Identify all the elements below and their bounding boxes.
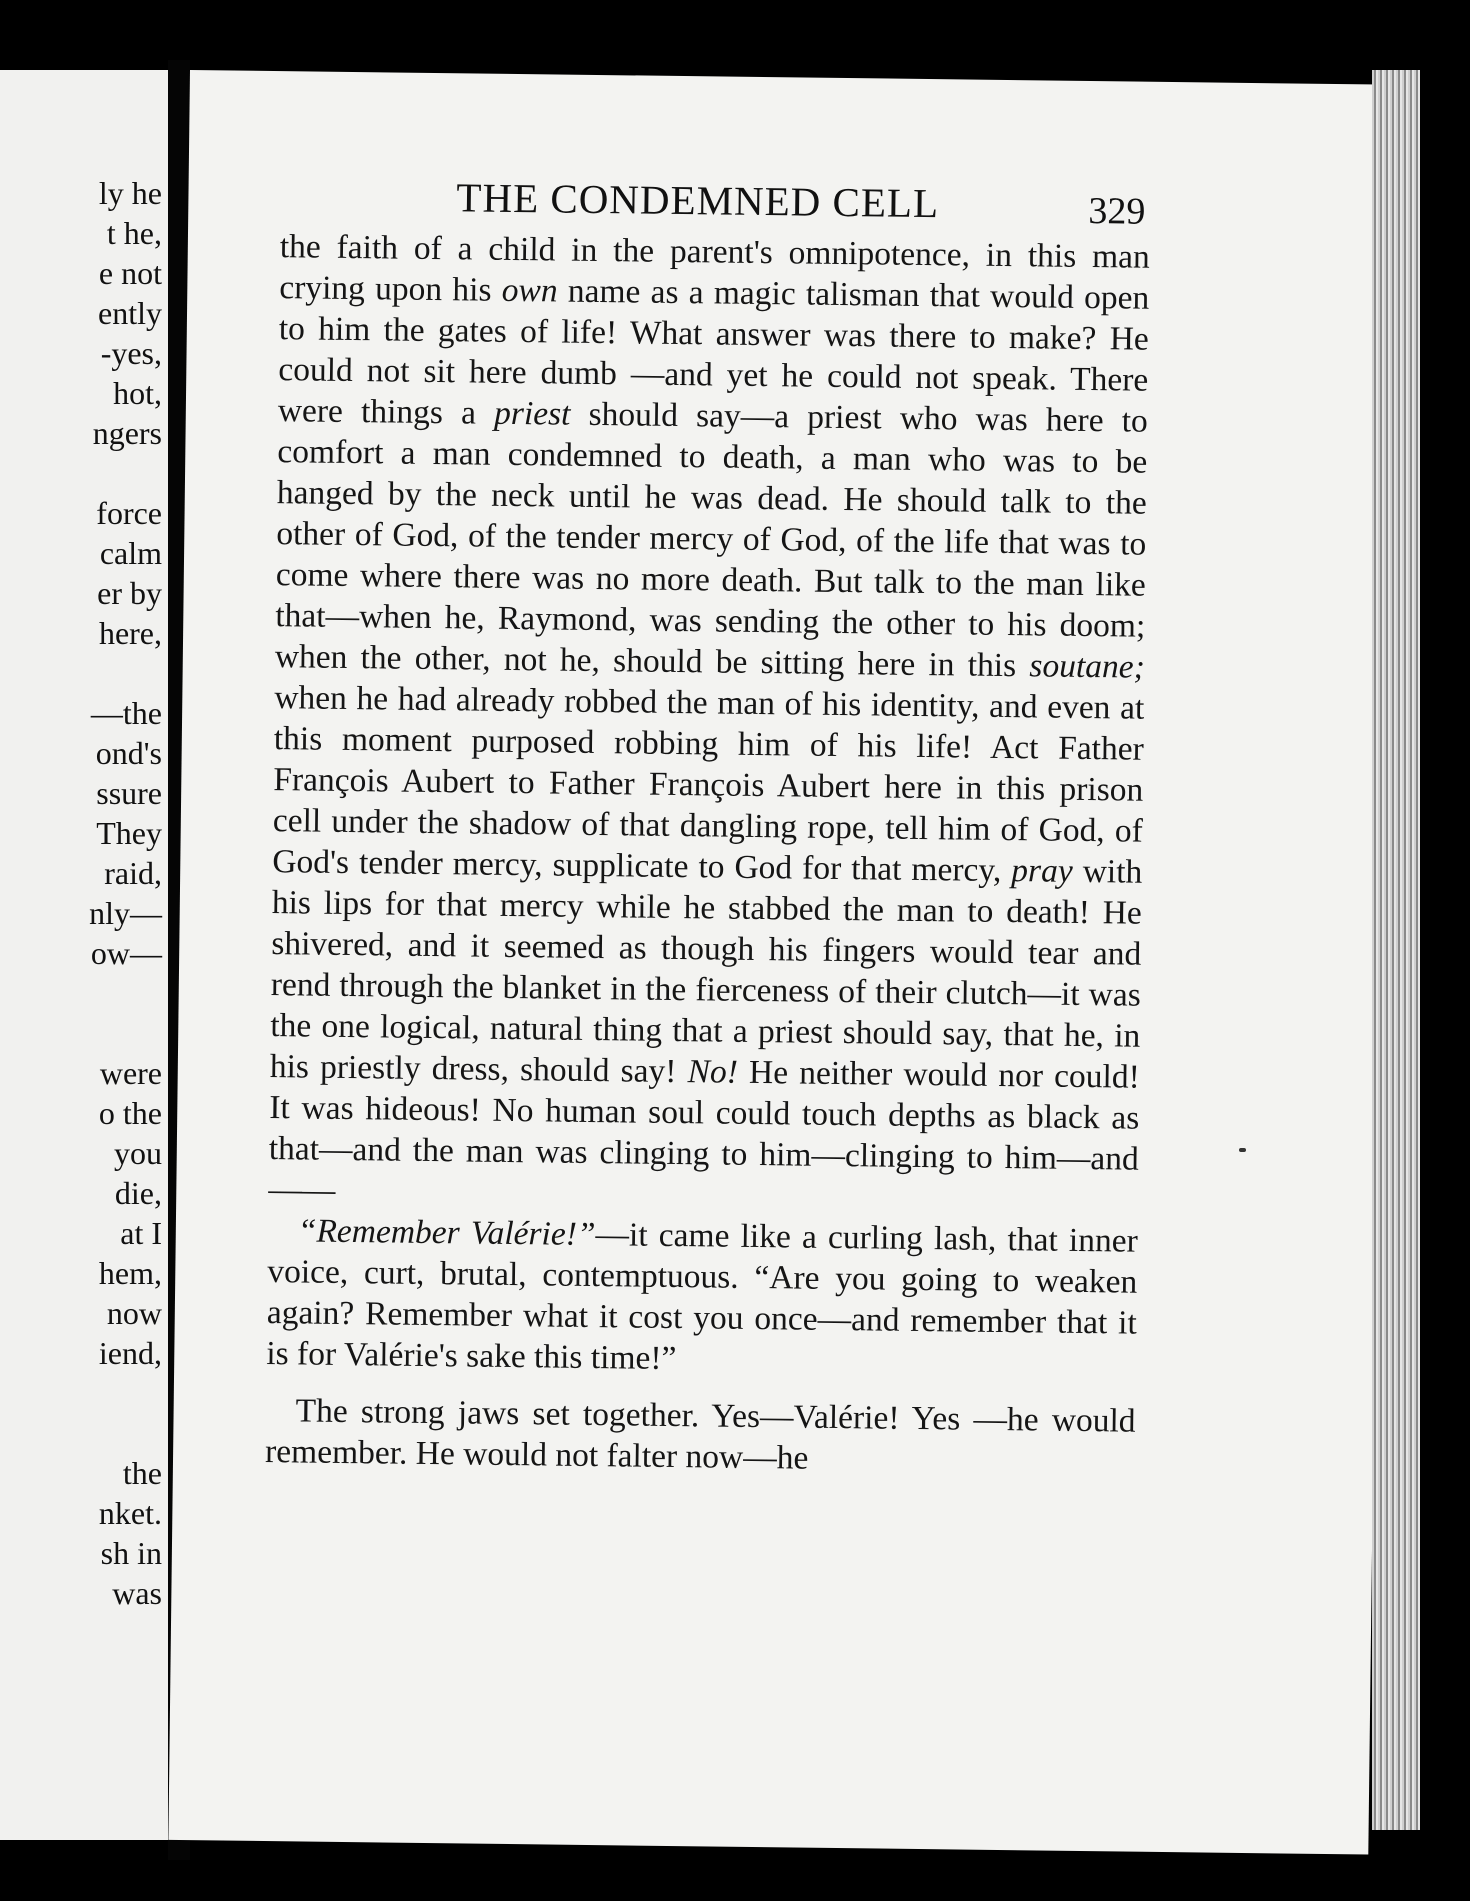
left-page-fragment: the: [122, 1455, 162, 1491]
italic-text: soutane;: [1029, 647, 1146, 686]
left-page-fragment: hem,: [98, 1255, 162, 1291]
text-run: the faith of a child in the parent's omnipotence, in this man crying upon his: [279, 228, 1151, 309]
left-page-fragment: nly—: [89, 895, 162, 931]
page-number: 329: [1088, 189, 1146, 233]
left-page-fragment: —the: [90, 695, 162, 731]
left-page-fragment: die,: [114, 1175, 162, 1211]
italic-text: “Remember Valérie!”: [297, 1212, 596, 1254]
italic-text: No!: [687, 1053, 739, 1091]
left-page-fragment: was: [112, 1575, 162, 1611]
text-run: name as a magic talisman that would open to him the gates of life! What answer was there to make? He could not sit here dumb —and yet he could not speak. There were things a: [277, 272, 1150, 432]
left-page-fragment: raid,: [104, 855, 162, 891]
left-page-fragment: ently: [98, 295, 162, 331]
left-page: [0, 70, 168, 1840]
text-run: should say—a priest who was here to comfort a man condemned to death, a man who was to be hanged by the neck until he was dead. He should talk to the other of God, of the tender mercy of God, of the life that was to come where there was no more death. But talk to the man like that—when he, Raymond, was sending the other to his doom; when the other, not he, should be sitting here in this: [274, 395, 1149, 685]
right-page: [168, 70, 1390, 1855]
left-page-fragment: nket.: [98, 1495, 162, 1531]
paragraph: [265, 1390, 1136, 1483]
left-page-fragment: force: [96, 495, 162, 531]
body-text: [265, 226, 1150, 1483]
left-page-fragment: ly he: [98, 175, 162, 211]
paragraph: [266, 1210, 1138, 1385]
text-run: He neither would nor could! It was hideous! No human soul could touch depths as black as that—and the man was clinging to him—clinging to him—and——: [268, 1053, 1140, 1209]
ink-speck: [1239, 1148, 1246, 1152]
left-page-fragment: o the: [98, 1095, 162, 1131]
left-page-fragment: -yes,: [100, 335, 162, 371]
left-page-fragment: ssure: [96, 775, 162, 811]
paragraph: [268, 226, 1150, 1221]
left-page-fragment: iend,: [98, 1335, 162, 1371]
left-page-fragment: sh in: [100, 1535, 162, 1571]
left-page-fragment: were: [99, 1055, 162, 1091]
left-page-fragment: er by: [97, 575, 162, 611]
left-page-fragment: They: [96, 815, 162, 851]
left-page-fragment: ond's: [95, 735, 162, 771]
page-edge: [1372, 70, 1420, 1830]
text-run: The strong jaws set together. Yes—Valérie! Yes —he would remember. He would not falter now—he: [264, 1392, 1136, 1477]
left-page-fragment: at I: [120, 1215, 162, 1251]
left-page-fragment: e not: [98, 255, 162, 291]
left-page-fragment: t he,: [106, 215, 162, 251]
left-page-fragment: you: [114, 1135, 162, 1171]
left-page-fragment: calm: [99, 535, 162, 571]
text-run: —it came like a curling lash, that inner voice, curt, brutal, contemptuous. “Are you going to weaken again? Remember what it cost you once—and remember that it is for Valérie's sake this time!”: [266, 1216, 1138, 1378]
left-page-fragment: here,: [98, 615, 162, 651]
running-title: THE CONDEMNED CELL: [456, 174, 940, 227]
left-page-fragment: now: [106, 1295, 162, 1331]
left-page-fragment: ow—: [90, 935, 162, 971]
italic-text: own: [501, 271, 558, 310]
text-run: with his lips for that mercy while he stabbed the man to death! He shivered, and it seemed as though his fingers would tear and rend through the blanket in the fierceness of their clutch—it was the one logical, natural thing that a priest should say, that he, in his priestly dress, should say!: [269, 852, 1143, 1091]
left-page-fragment: ngers: [92, 415, 162, 451]
italic-text: pray: [1011, 852, 1073, 890]
text-run: when he had already robbed the man of his identity, and even at this moment purposed robbing him of his life! Act Father François Aubert to Father François Aubert here in this prison cell under the shadow of that dangling rope, tell him of God, of God's tender mercy, supplicate to God for that mercy,: [272, 679, 1145, 890]
left-page-fragment: hot,: [113, 375, 162, 411]
italic-text: priest: [493, 394, 571, 433]
